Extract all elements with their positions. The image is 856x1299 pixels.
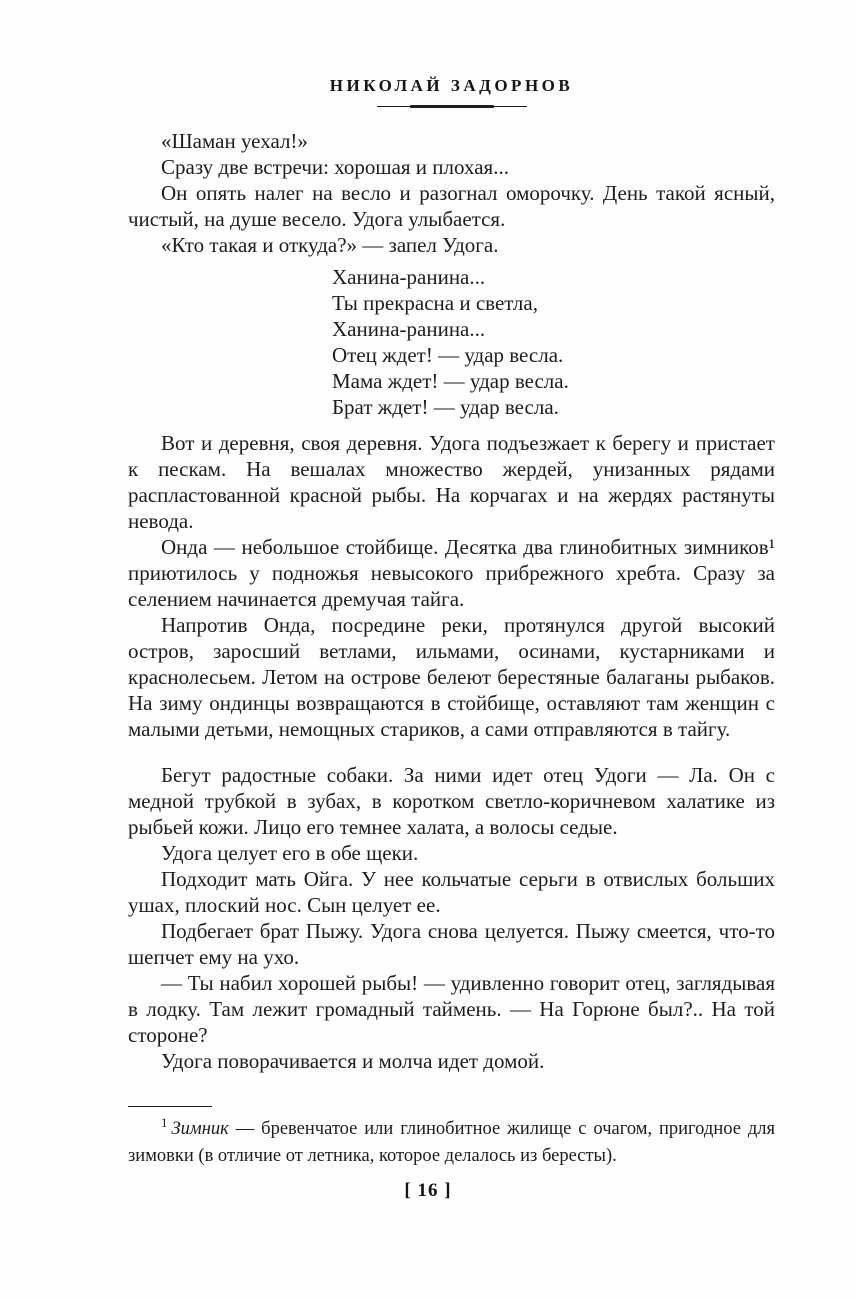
paragraph: Напротив Онда, посредине реки, протянулся другой высокий остров, заросший ветлами, ильмами, осинами, кустарниками и краснолесьем. Летом на острове белеют берестяные балаганы рыбаков. На зиму ондинцы возвращаются в стойбище, оставляют там женщин с малыми детьми, немощных стариков, а сами отправляются в тайгу. [128,613,775,741]
paragraph: Подбегает брат Пыжу. Удога снова целуется. Пыжу смеется, что-то шепчет ему на ухо. [128,919,775,969]
paragraph: Бегут радостные собаки. За ними идет отец Удоги — Ла. Он с медной трубкой в зубах, в коротком светло-коричневом халатике из рыбьей кожи. Лицо его темнее халата, а волосы седые. [128,763,775,839]
paragraph: Удога целует его в обе щеки. [161,841,419,865]
verse-line: Отец ждет! — удар весла. [332,343,564,367]
footnote-text [128,1116,775,1170]
paragraph: Подходит мать Ойга. У нее кольчатые серьги в отвислых больших ушах, плоский нос. Сын целует ее. [128,867,775,917]
footnote-term: Зимник [171,1119,229,1139]
paragraph: Вот и деревня, своя деревня. Удога подъезжает к берегу и пристает к пескам. На вешалах множество жердей, унизанных рядами распластованной красной рыбы. На корчагах и на жердях растянуты невода. [128,431,775,533]
verse-line: Мама ждет! — удар весла. [332,369,569,393]
paragraph: Сразу две встречи: хорошая и плохая... [161,155,509,179]
footnote-area [128,1106,775,1170]
body-text [128,128,775,1074]
paragraph: «Шаман уехал!» [161,129,308,153]
verse-line: Ханина-ранина... [332,265,486,289]
footnote-definition: — бревенчатое или глинобитное жилище с очагом, пригодное для зимовки (в отличие от летника, которое делалось из бересты). [128,1119,775,1166]
text-block [128,0,775,1074]
paragraph: Удога поворачивается и молча идет домой. [161,1049,545,1073]
footnote-marker: 1 [161,1114,168,1130]
running-header [128,76,775,107]
paragraph: — Ты набил хорошей рыбы! — удивленно говорит отец, заглядывая в лодку. Там лежит громадный таймень. — На Горюне был?.. На той стороне? [128,971,775,1047]
verse-line: Ханина-ранина... [332,317,486,341]
verse-block [332,264,775,420]
verse-line: Ты прекрасна и светла, [332,291,538,315]
page-number: [ 16 ] [404,1180,452,1201]
running-header-author: НИКОЛАЙ ЗАДОРНОВ [329,76,574,95]
verse-line: Брат ждет! — удар весла. [332,395,559,419]
paragraph: Онда — небольшое стойбище. Десятка два глинобитных зимников¹ приютилось у подножья невысокого прибрежного хребта. Сразу за селением начинается дремучая тайга. [128,535,775,611]
paragraph: Он опять налег на весло и разогнал оморочку. День такой ясный, чистый, на душе весело. Удога улыбается. [128,181,775,231]
footnote-divider [128,1106,212,1107]
paragraph: «Кто такая и откуда?» — запел Удога. [161,233,499,257]
header-rule-ornament [377,106,527,107]
section-break [128,742,775,762]
